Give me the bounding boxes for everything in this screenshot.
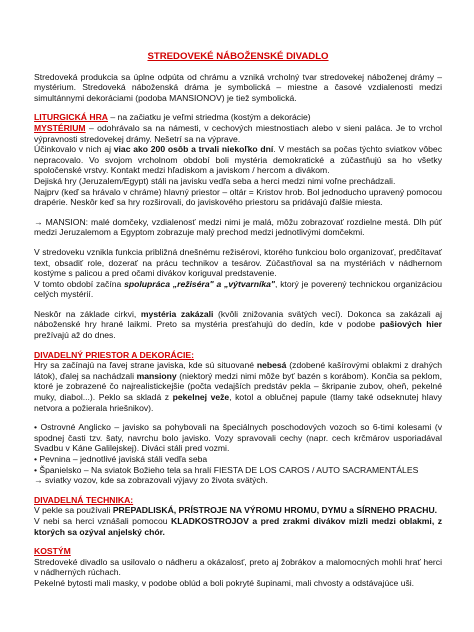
technika-text-d: KLADKOSTROJOV <box>171 515 249 526</box>
liturgicka-line <box>34 112 442 123</box>
mysterium-line <box>34 123 442 144</box>
kostym-heading: KOSTÝM <box>34 546 71 557</box>
zakaz-text-a: Neskôr na základe cirkvi, <box>34 308 141 319</box>
mysterium-paragraph <box>34 112 442 207</box>
dejiska-line: Dejiská hry (Jeruzalem/Egypt) stáli na javisku vedľa seba a herci medzi nimi voľne prechádzali. <box>34 175 396 186</box>
priestor-paragraph <box>34 350 442 414</box>
priestor-text-c: (zdobené kašírovými oblakmi z drahých látok), ďalej sa nachádzali <box>34 360 442 381</box>
bullet-item: → sviatky vozov, kde sa zobrazovali výjavy zo života svätých. <box>34 475 268 486</box>
technika-text-b: PREPADLISKÁ, PRÍSTROJE NA VÝROMU HROMU, DYMU a SÍRNEHO PRACHU. <box>112 505 438 516</box>
reziser-text-a: V stredoveku vznikla funkcia približná dnešnému režisérovi, ktorého funkciou bolo organizovať, predčítavať text, obsadiť role, dozerať na prácu technikov a tesárov. Zúčastňoval sa na mystériách v nádhernom kostýme s palicou a pred očami divákov koriguval predstavenie. <box>34 246 442 279</box>
najprv-line: Najprv (keď sa hrávalo v chráme) hlavný priestor – oltár = Kristov hrob. Bol jednoducho upravený pomocou drapérie. Neskôr keď sa hry rozširovali, do javiskového priestoru sa pridávajú ďalšie miesta. <box>34 186 442 208</box>
zakaz-text-b: mystéria zakázali <box>140 308 214 319</box>
reziser-text-b: V tomto období začína <box>34 278 125 289</box>
priestor-text-g: , kotol a oblučnej papule (tlamy také odseknutej hlavy netvora a požierala hriešnikov). <box>34 392 442 413</box>
priestor-text-a: Hry sa začínajú na ľavej strane javiska, kde sú situované <box>34 360 257 371</box>
zakaz-text-e: prežívajú až do dnes. <box>34 330 116 341</box>
zakaz-paragraph <box>34 309 442 341</box>
technika-text-a: V pekle sa používali <box>34 505 113 516</box>
intro-paragraph: Stredoveká produkcia sa úplne odpúta od chrámu a vzniká vrcholný tvar stredovekej náboženej drámy – mystérium. Stredoveká náboženská dráma je symbolická – miestne a časové vzdialenosti medzi simultánnymi dekoráciami (podoba MANSIONOV) je tiež symbolická. <box>34 71 442 103</box>
technika-text-e: a pred zrakmi divákov mizli medzi oblakmi, z ktorých sa ozýval anjelský chór. <box>34 515 442 537</box>
kostym-text-b: Pekelné bytosti mali masky, v podobe oblúd a boli pokryté šupinami, mali chvosty a odstávajúce uši. <box>34 577 415 588</box>
mysterium-heading: MYSTÉRIUM <box>34 122 86 133</box>
bullets-paragraph <box>34 422 442 486</box>
ucinkovalo-text-b: viac ako 200 osôb a trvali niekoľko dní <box>113 144 274 155</box>
liturgicka-heading: LITURGICKÁ HRA <box>34 112 108 123</box>
ucinkovalo-text-c: . V mestách sa počas týchto sviatkov vôbec nepracovalo. Vo svojom vrcholnom období boli mystéria demokratické a zúčastňujú sa ho všetky spoločenské vrstvy. Kontakt medzi hľadiskom a javiskom / hercom a divákom. <box>34 144 442 176</box>
priestor-text-d: mansiony <box>136 370 177 381</box>
reziser-text-d: , ktorý je poverený technickou organizáciou celých mystérií. <box>34 278 442 300</box>
technika-heading: DIVADELNÁ TECHNIKA: <box>34 494 134 505</box>
kostym-paragraph <box>34 546 442 588</box>
priestor-text-b: nebesá <box>256 360 287 371</box>
bullet-item: • Pevnina – jednotlivé javiská stáli vedľa seba <box>34 454 208 464</box>
ucinkovalo-text-a: Účinkovalo v nich aj <box>34 144 114 155</box>
liturgicka-text: – na začiatku je veľmi striedma (kostým a dekorácie) <box>108 112 311 123</box>
reziser-line-b <box>34 279 442 300</box>
reziser-text-c: spolupráca „režiséra" a „výtvarníka" <box>124 278 275 289</box>
zakaz-text-d: pašiových hier <box>379 319 442 330</box>
technika-line-2 <box>34 516 442 537</box>
bullet-item: • Španielsko – Na sviatok Božieho tela sa hralí FIESTA DE LOS CAROS / AUTO SACRAMENTÁLES <box>34 464 419 475</box>
document-title: STREDOVEKÉ NÁBOŽENSKÉ DIVADLO <box>147 51 329 62</box>
mysterium-text: – odohrávalo sa na námesti, v cechových miestnostiach alebo v sieni paláca. Je to vrchol výpravnosti stredovekej drámy. Nešetrí sa na výprave. <box>34 122 442 144</box>
priestor-text-f: pekelnej veže <box>172 392 230 403</box>
reziser-paragraph <box>34 247 442 300</box>
priestor-text-e: (niektorý medzi nimi môže byť bazén s korábom). Končia sa peklom, ktoré je zobrazené čo najrealistickejšie (počta vedajších predstáv pekla – škripanie zubov, oheň, pekelné muky, diabol...). Peklo sa skladá z <box>34 370 442 403</box>
mansion-paragraph: → MANSION: malé domčeky, vzdialenosť medzi nimi je malá, môžu zobrazovať rozdielne mestá. Dlh púť medzi Jeruzalemom a Egyptom zobrazuje malý prechod medzi jednotlivými domčekmi. <box>34 216 442 238</box>
kostym-text-a: Stredoveké divadlo sa usilovalo o nádheru a okázalosť, preto aj žobrákov a malomocných mohli hrať herci v nádherných rúchach. <box>34 556 442 578</box>
priestor-heading: DIVADELNÝ PRIESTOR A DEKORÁCIE: <box>34 349 194 360</box>
technika-text-c: V nebi sa herci vznášali pomocou <box>34 515 172 526</box>
zakaz-text-c: (kvôli znižovania svätých vecí). Dokonca sa zakázali aj náboženské hry hrané laikmi. Preto sa mystéria presťahujú do dedín, kde v podobe <box>34 308 442 330</box>
ucinkovalo-line <box>34 144 442 176</box>
bullet-item: • Ostrovné Anglicko – javisko sa pohybovali na špeciálnych poschodových vozoch so 6-timi kolesami (v spodnej časti tzv. šaty, navrchu bolo javisko. Vozy spravovali cechy (napr. cech krčmárov usporiadával Svadbu v Káne Galilejskej). Diváci stáli pred vozmi. <box>34 422 442 454</box>
technika-paragraph <box>34 495 442 537</box>
technika-line-1 <box>34 505 442 516</box>
